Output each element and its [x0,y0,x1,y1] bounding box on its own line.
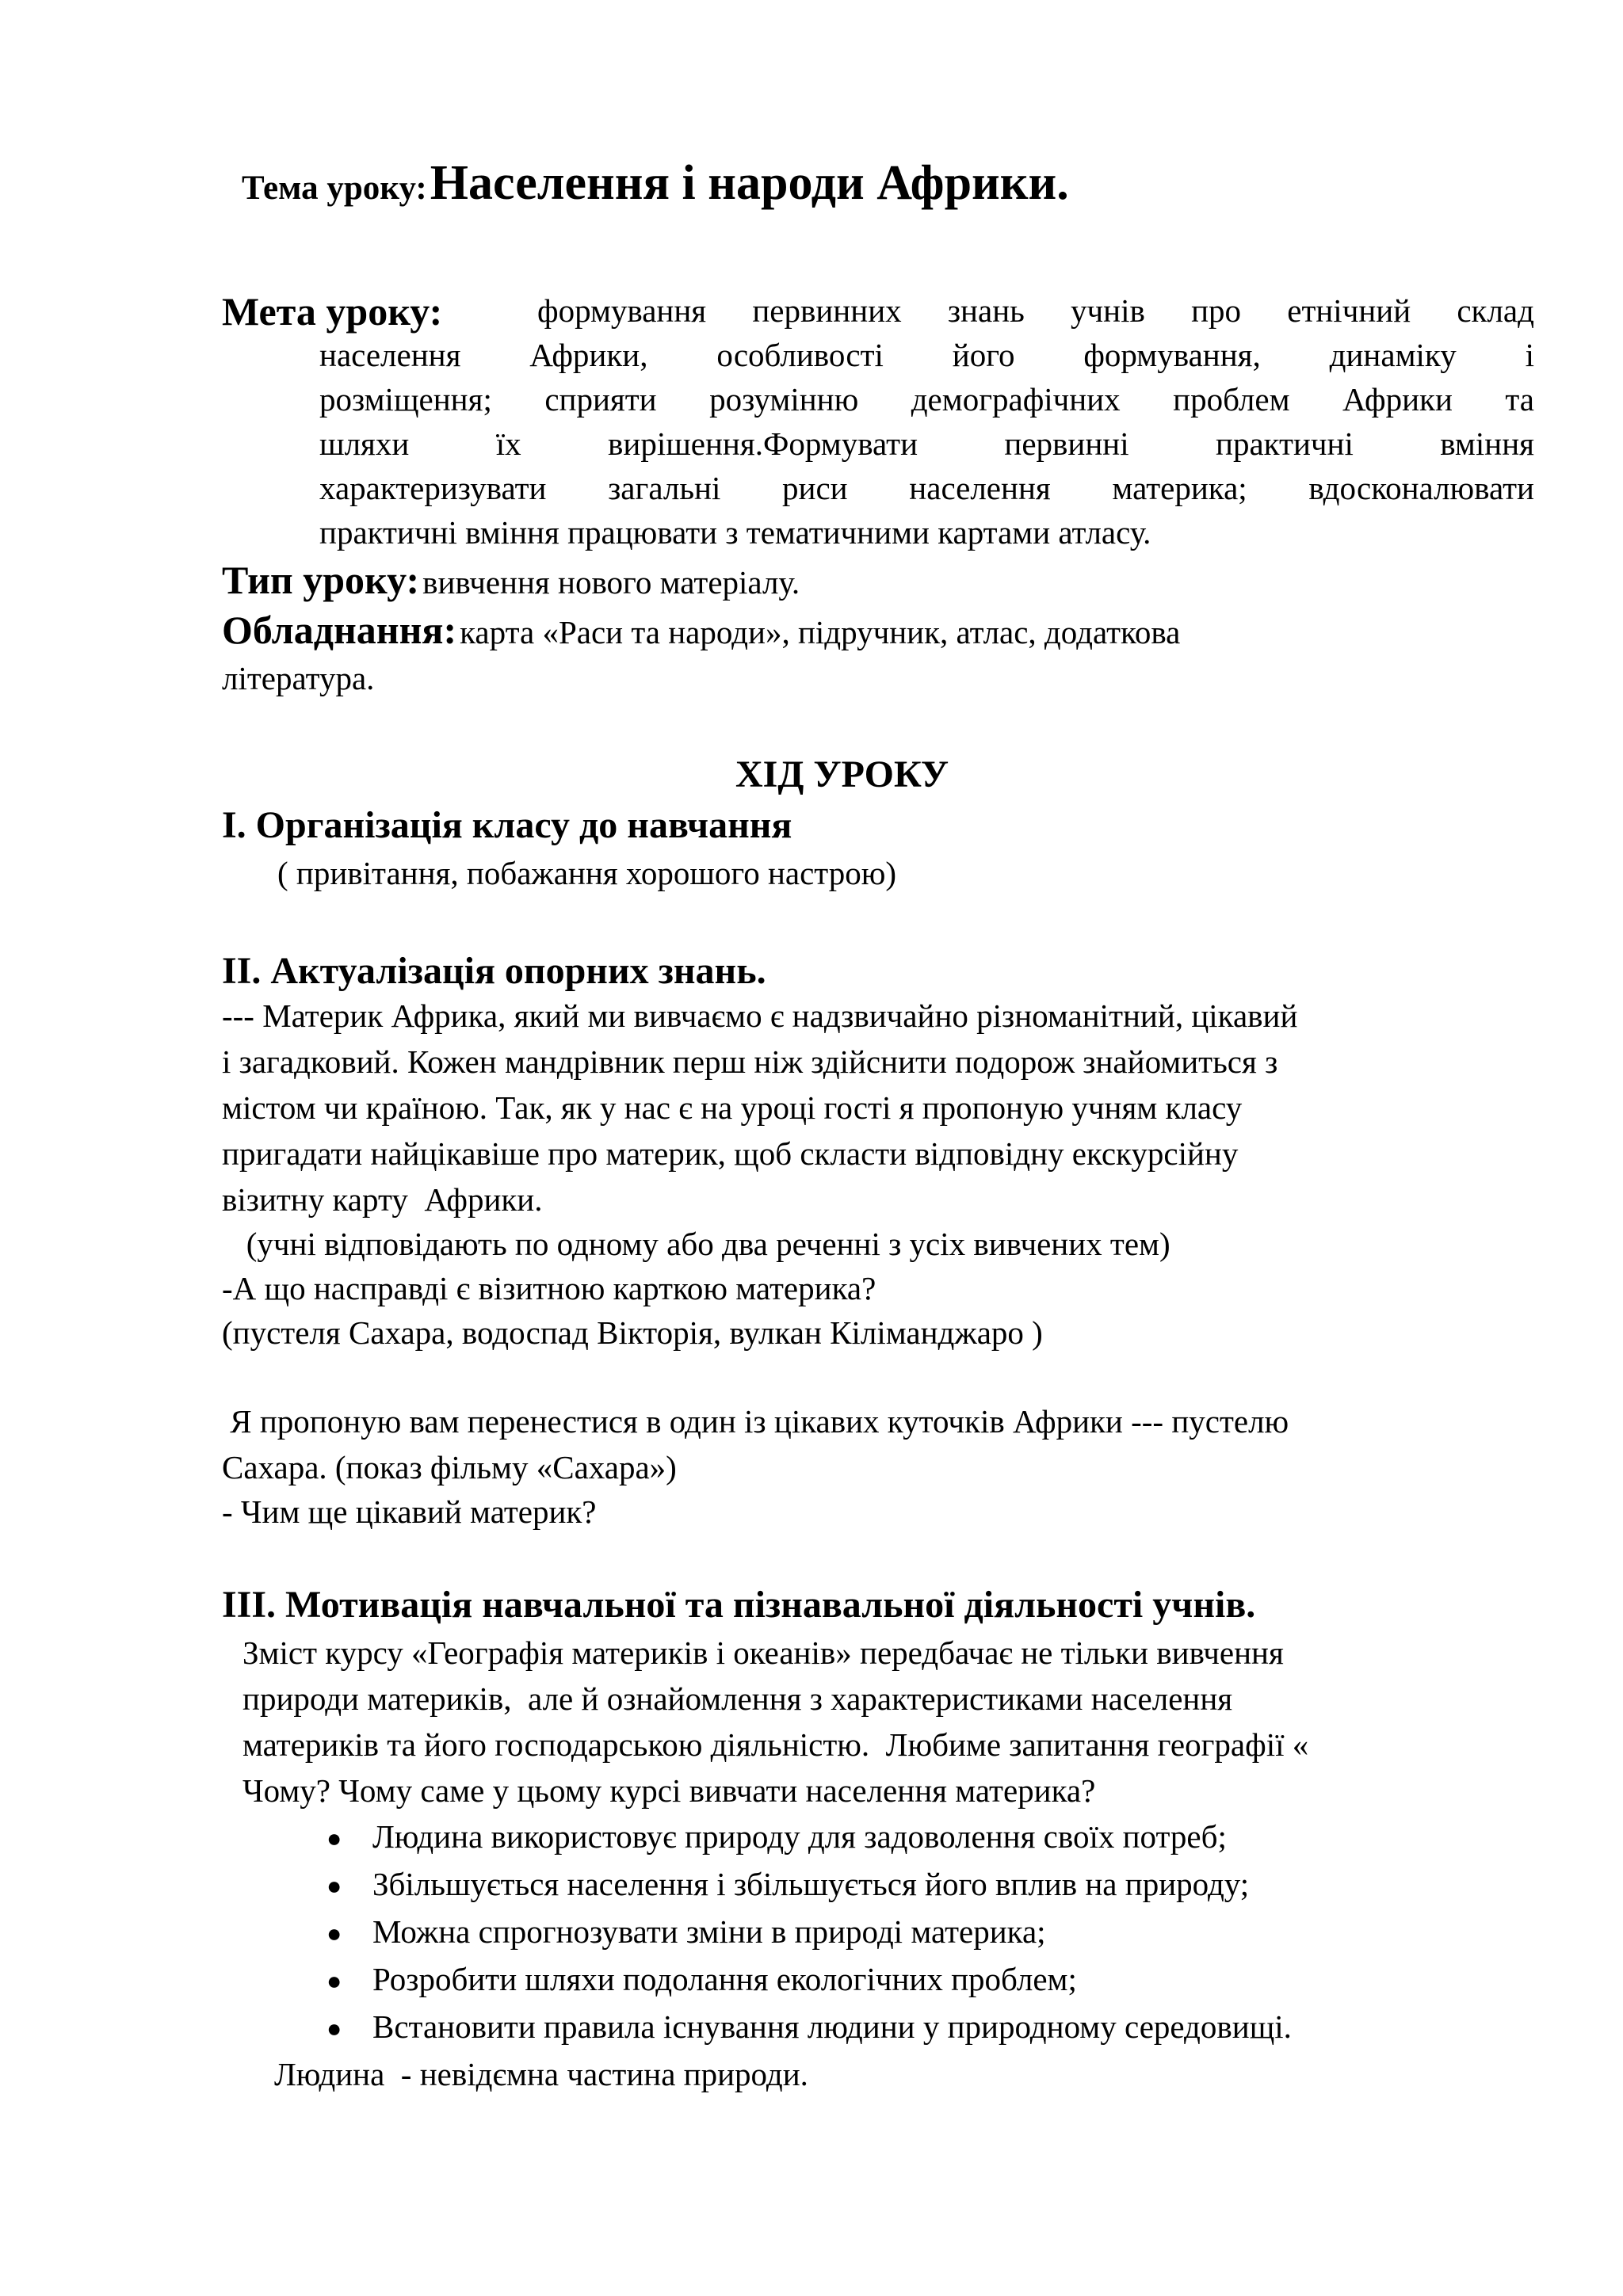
bullet-icon: ● [327,1824,342,1852]
section-3-line-2: природи материків, але й ознайомлення з характеристиками населення [242,1680,1233,1717]
section-2-line-7: -А що насправді є візитною карткою материка? [222,1270,876,1306]
topic-label: Тема уроку: [242,170,427,207]
section-2-line-11: - Чим ще цікавий материк? [222,1493,597,1530]
bullet-item-2: Збільшується населення і збільшується його вплив на природу; [372,1866,1250,1902]
section-2-line-9: Я пропоную вам перенестися в один із цікавих куточків Африки --- пустелю [222,1403,1289,1440]
bullet-icon: ● [327,1919,342,1947]
section-3-line-1: Зміст курсу «Географія материків і океанів» передбачає не тільки вивчення [242,1634,1284,1671]
section-3-line-3: материків та його господарською діяльністю. Любиме запитання географії « [242,1726,1309,1763]
section-2-line-10: Сахара. (показ фільму «Сахара») [222,1449,677,1486]
section-1-text: ( привітання, побажання хорошого настрою) [277,855,897,891]
goal-line-2: населення Африки, особливості його формування, динаміку і [319,337,1534,373]
section-1-heading: І. Організація класу до навчання [222,804,792,846]
goal-label: Мета уроку: [222,289,443,334]
bullet-icon: ● [327,1966,342,1995]
section-2-heading: ІІ. Актуалізація опорних знань. [222,950,766,992]
bullet-icon: ● [327,2014,342,2042]
topic-title: Населення і народи Африки. [430,156,1069,210]
section-2-line-4: пригадати найцікавіше про материк, щоб скласти відповідну екскурсійну [222,1135,1239,1172]
lesson-type-label: Тип уроку: [222,558,420,602]
equipment-value: карта «Раси та народи», підручник, атлас, додаткова [460,614,1181,650]
goal-line-4: шляхи їх вирішення.Формувати первинні практичні вміння [319,425,1534,462]
lesson-type [222,557,800,603]
section-3-line-4: Чому? Чому саме у цьому курсі вивчати населення материка? [242,1772,1096,1809]
section-2-line-5: візитну карту Африки. [222,1181,543,1218]
goal-line-1: формування первинних знань учнів про етнічний склад [537,292,1534,329]
goal-line-3: розміщення; сприяти розумінню демографічних проблем Африки та [319,381,1534,418]
bullet-item-4: Розробити шляхи подолання екологічних проблем; [372,1961,1077,1997]
equipment-label: Обладнання: [222,608,457,652]
bullet-item-3: Можна спрогнозувати зміни в природі материка; [372,1913,1046,1950]
lesson-topic [242,155,1069,212]
section-2-line-1: --- Материк Африка, який ми вивчаємо є надзвичайно різноманітний, цікавий [222,997,1298,1034]
section-3-closing: Людина - невідємна частина природи. [274,2056,808,2092]
bullet-item-5: Встановити правила існування людини у природному середовищі. [372,2008,1292,2045]
section-2-line-2: і загадковий. Кожен мандрівник перш ніж здійснити подорож знайомиться з [222,1043,1278,1080]
goal-line-5: характеризувати загальні риси населення материка; вдосконалювати [319,470,1534,506]
section-2-line-8: (пустеля Сахара, водоспад Вікторія, вулкан Кіліманджаро ) [222,1314,1043,1351]
goal-line-6: практичні вміння працювати з тематичними картами атласу. [319,514,1151,551]
bullet-item-1: Людина використовує природу для задоволення своїх потреб; [372,1818,1227,1855]
equipment-value-cont: література. [222,660,375,696]
section-3-heading: ІІІ. Мотивація навчальної та пізнавальної діяльності учнів. [222,1584,1256,1626]
section-2-line-3: містом чи країною. Так, як у нас є на уроці гості я пропоную учням класу [222,1089,1243,1126]
lesson-type-value: вивчення нового матеріалу. [422,564,800,601]
bullet-icon: ● [327,1871,342,1900]
lesson-progress-title: ХІД УРОКУ [735,753,949,795]
equipment [222,607,1180,653]
section-2-line-6: (учні відповідають по одному або два реченні з усіх вивчених тем) [222,1226,1170,1262]
